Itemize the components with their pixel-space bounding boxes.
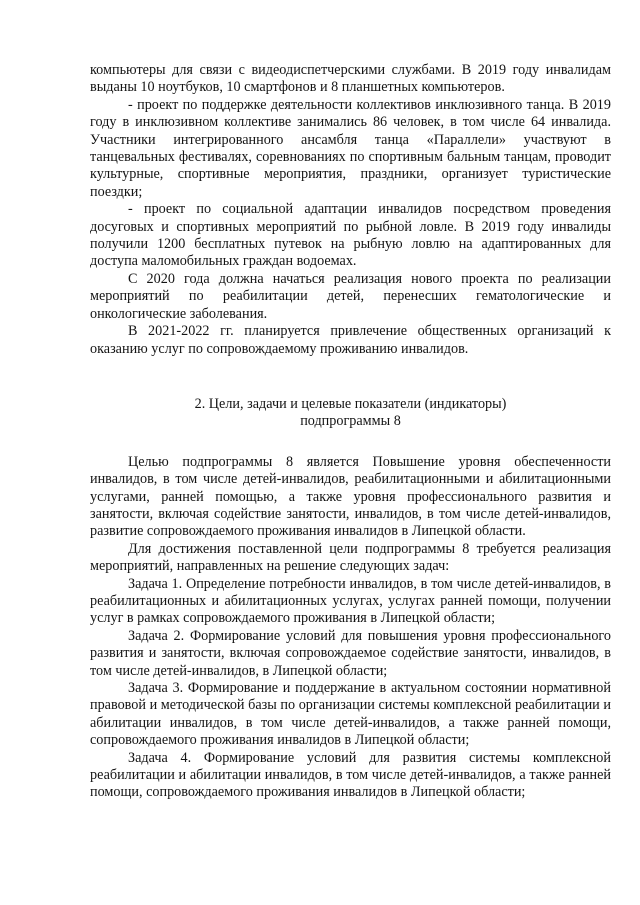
paragraph-tasks-intro: Для достижения поставленной цели подпрограммы 8 требуется реализация мероприятий, направленных на решение следующих задач: [90,540,611,575]
paragraph-2020-project: С 2020 года должна начаться реализация нового проекта по реализации мероприятий по реабилитации детей, перенесших гематологические и онкологические заболевания. [90,270,611,322]
paragraph-devices: компьютеры для связи с видеодиспетчерскими службами. В 2019 году инвалидам выданы 10 ноутбуков, 10 смартфонов и 8 планшетных компьютеров. [90,62,611,96]
section-heading [90,396,611,431]
section-gap [90,358,611,396]
paragraph-fishing-project: - проект по социальной адаптации инвалидов посредством проведения досуговых и спортивных мероприятий по рыбной ловле. В 2019 году инвалиды получили 1200 бесплатных путевок на рыбную ловлю на адаптированных для доступа маломобильных граждан водоемах. [90,201,611,270]
document-body [90,62,611,802]
section-heading-line1: 2. Цели, задачи и целевые показатели (индикаторы) [194,395,507,412]
paragraph-goal: Целью подпрограммы 8 является Повышение уровня обеспеченности инвалидов, в том числе детей-инвалидов, реабилитационными и абилитационными услугами, ранней помощью, а также уровня профессионального развития и занятости, включая содействие занятости, инвалидов, в том числе детей-инвалидов, развитие сопровождаемого проживания инвалидов в Липецкой области. [90,453,611,540]
paragraph-dance-project: - проект по поддержке деятельности коллективов инклюзивного танца. В 2019 году в инклюзивном коллективе занимались 86 человек, в том числе 64 инвалида. Участники интегрированного ансамбля танца «Параллели» участвуют в танцевальных фестивалях, соревнованиях по спортивным бальным танцам, проводит культурные, спортивные мероприятия, праздники, организует туристические поездки; [90,96,611,200]
paragraph-2021-plans: В 2021-2022 гг. планируется привлечение общественных организаций к оказанию услуг по сопровождаемому проживанию инвалидов. [90,323,611,357]
heading-gap [90,431,611,454]
paragraph-task-3: Задача 3. Формирование и поддержание в актуальном состоянии нормативной правовой и методической базы по организации системы комплексной реабилитации и абилитации инвалидов, в том числе детей-инвалидов, а также ранней помощи, сопровождаемого проживания инвалидов в Липецкой области; [90,680,611,749]
paragraph-task-4: Задача 4. Формирование условий для развития системы комплексной реабилитации и абилитации инвалидов, в том числе детей-инвалидов, а также ранней помощи, сопровождаемого проживания инвалидов в Липецкой области; [90,749,611,801]
section-heading-line2: подпрограммы 8 [300,413,401,430]
paragraph-task-2: Задача 2. Формирование условий для повышения уровня профессионального развития и занятости, включая сопровождаемое содействие занятости, инвалидов, в том числе детей-инвалидов, в Липецкой области; [90,627,611,679]
paragraph-task-1: Задача 1. Определение потребности инвалидов, в том числе детей-инвалидов, в реабилитационных и абилитационных услугах, услугах ранней помощи, получении услуг в рамках сопровождаемого проживания в Липецкой области; [90,575,611,627]
